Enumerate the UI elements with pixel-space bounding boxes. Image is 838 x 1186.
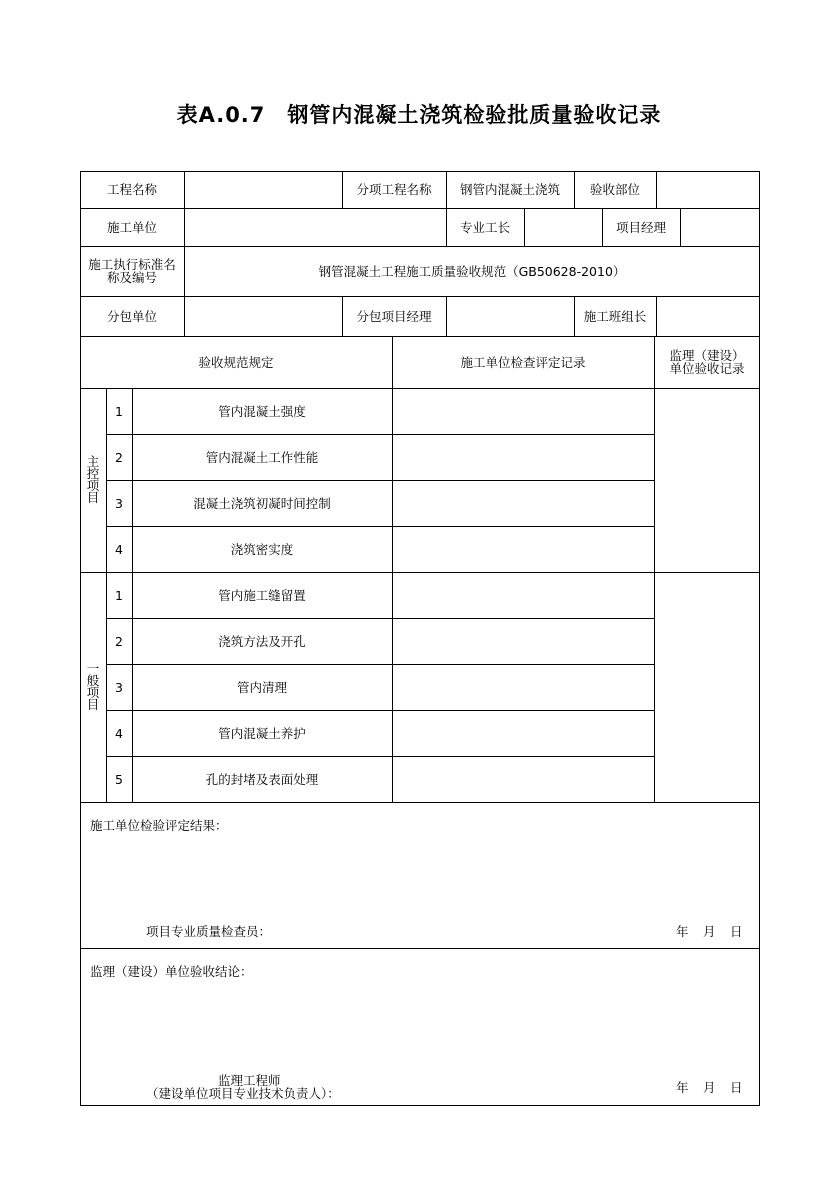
standard-value: 钢管混凝土工程施工质量验收规范（GB50628-2010）: [318, 263, 626, 279]
general-item-record[interactable]: [392, 618, 654, 664]
general-group-char: 项: [86, 685, 100, 700]
general-group-char: 一: [86, 661, 100, 676]
main-items-group-label: [80, 388, 106, 572]
project-manager-label: 项目经理: [615, 219, 666, 235]
column-supervision: [654, 336, 760, 388]
subcontract-unit-label: 分包单位: [106, 308, 157, 324]
supervising-engineer-label: 监理工程师: [218, 1073, 281, 1088]
general-item-no: 2: [115, 633, 123, 649]
general-items-group-label: [80, 572, 106, 802]
standard-label-line2: 称及编号: [106, 270, 157, 285]
acceptance-part-label: 验收部位: [589, 182, 640, 197]
general-item-name: 管内施工缝留置: [218, 587, 306, 603]
main-item-no: 2: [115, 449, 123, 465]
general-item-no: 3: [115, 679, 123, 695]
main-item-record[interactable]: [392, 526, 654, 572]
supervision-date-day: 日: [730, 1080, 743, 1095]
subcontract-manager-label: 分包项目经理: [356, 308, 432, 324]
general-item-no: 4: [115, 725, 123, 741]
team-leader-value[interactable]: [656, 296, 760, 336]
project-name-value[interactable]: [184, 171, 342, 208]
main-item-record[interactable]: [392, 480, 654, 526]
main-item-no: 4: [115, 541, 123, 557]
acceptance-part-value[interactable]: [656, 171, 760, 208]
general-item-no: 5: [115, 771, 123, 787]
general-item-no: 1: [115, 587, 123, 603]
general-group-char: 般: [86, 673, 100, 688]
main-items-supervision-record[interactable]: [654, 388, 760, 572]
construction-result-label: 施工单位检验评定结果：: [90, 818, 228, 833]
supervision-conclusion-label: 监理（建设）单位验收结论：: [90, 964, 253, 979]
main-group-char: 目: [86, 490, 100, 505]
construction-unit-technical-lead-label: （建设单位项目专业技术负责人）：: [146, 1086, 340, 1101]
column-spec: 验收规范规定: [198, 354, 274, 370]
main-item-name: 浇筑密实度: [230, 541, 294, 557]
general-item-record[interactable]: [392, 756, 654, 802]
main-item-record[interactable]: [392, 434, 654, 480]
project-manager-value[interactable]: [680, 208, 760, 246]
construction-unit-label: 施工单位: [106, 219, 157, 235]
column-supervision-line2: 单位验收记录: [669, 361, 745, 376]
general-item-name: 浇筑方法及开孔: [218, 633, 306, 649]
construction-result-date-month: 月: [703, 924, 716, 939]
standard-label: [80, 246, 184, 296]
sub-project-value: 钢管内混凝土浇筑: [459, 182, 560, 197]
page-title: 表A.0.7 钢管内混凝土浇筑检验批质量验收记录: [176, 103, 662, 127]
construction-result-date-day: 日: [730, 924, 743, 939]
general-item-name: 孔的封堵及表面处理: [205, 771, 319, 787]
main-group-char: 主: [86, 454, 100, 469]
general-item-name: 管内混凝土养护: [218, 725, 306, 741]
column-supervision-line1: 监理（建设）: [669, 348, 745, 363]
main-item-name: 混凝土浇筑初凝时间控制: [193, 495, 331, 511]
supervision-date-year: 年: [676, 1080, 689, 1095]
foreman-value[interactable]: [524, 208, 602, 246]
subcontract-manager-value[interactable]: [446, 296, 574, 336]
main-group-char: 项: [86, 478, 100, 493]
general-item-name: 管内清理: [236, 679, 287, 695]
general-items-supervision-record[interactable]: [654, 572, 760, 802]
construction-result-date-year: 年: [676, 924, 689, 939]
project-name-label: 工程名称: [106, 182, 157, 197]
main-item-no: 3: [115, 495, 123, 511]
quality-inspector-label: 项目专业质量检查员：: [146, 924, 272, 939]
subcontract-unit-value[interactable]: [184, 296, 342, 336]
column-check-record: 施工单位检查评定记录: [460, 354, 586, 370]
construction-unit-value[interactable]: [184, 208, 446, 246]
acceptance-record-table: [80, 171, 760, 1106]
main-item-name: 管内混凝土工作性能: [205, 449, 319, 465]
main-item-name: 管内混凝土强度: [218, 403, 306, 419]
general-item-record[interactable]: [392, 664, 654, 710]
main-item-no: 1: [115, 403, 123, 419]
supervision-date-month: 月: [703, 1080, 716, 1095]
team-leader-label: 施工班组长: [583, 308, 647, 324]
general-item-record[interactable]: [392, 710, 654, 756]
main-item-record[interactable]: [392, 388, 654, 434]
sub-project-label: 分项工程名称: [356, 182, 432, 197]
general-group-char: 目: [86, 697, 100, 712]
standard-label-line1: 施工执行标准名: [88, 257, 176, 272]
foreman-label: 专业工长: [459, 219, 510, 235]
general-item-record[interactable]: [392, 572, 654, 618]
main-group-char: 控: [86, 466, 100, 481]
